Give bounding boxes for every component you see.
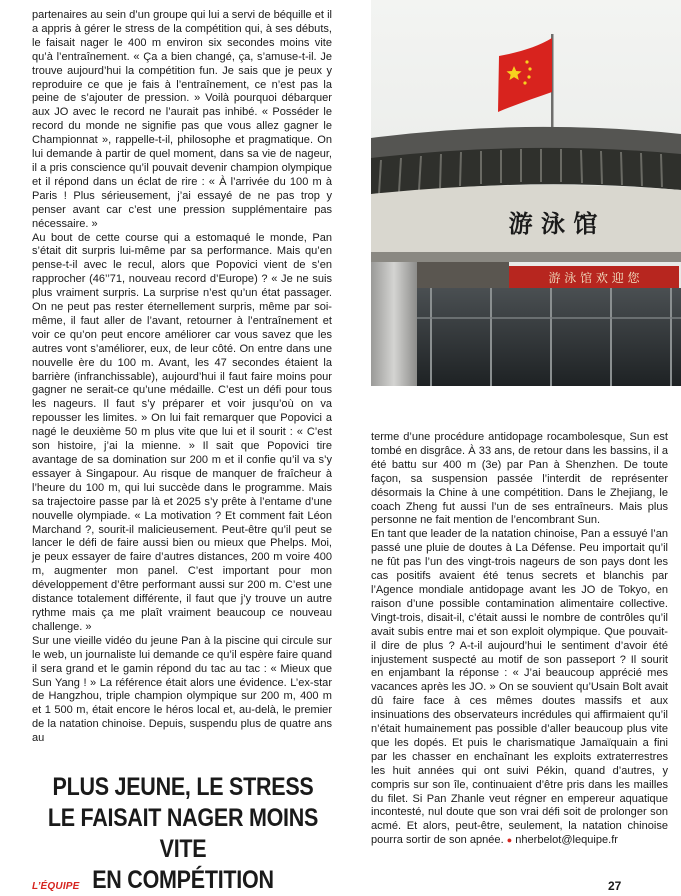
- glass-facade: [371, 288, 681, 386]
- pull-quote-line: EN COMPÉTITION: [92, 866, 274, 894]
- article-paragraph: [371, 528, 668, 848]
- article-column-right: [371, 431, 668, 848]
- article-paragraph: Au bout de cette course qui a estomaqué le monde, Pan s’était dit surpris lui-même par sa performance. Mais qu’en pense-t-il avec le recul, alors que Popovici vient de s’en rapprocher (46’’71, nouveau record d’Europe) ? « Je ne suis plus vraiment surpris. La surprise n’est qu’un état passager. On ne peut pas rester éternellement surpris, même par soi-même, il faut aller de l’avant, retourner à l’entraînement et voir ce qu’on peut encore améliorer car vous savez que les autres vont s’améliorer, eux, de leur côté. On entre dans une nouvelle ère du 100 m. Avant, les 47 secondes étaient la barrière (infranchissable), aujourd’hui il faut faire moins pour gagner ne serait-ce qu’une médaille. C’est un défi pour tous les nageurs. Il faut s’y préparer et voir jusqu’où on va repousser les limites. » On lui fait remarquer que Popovici a nagé le deuxième 50 m plus vite que lui et il sourit : « C’est son histoire, j’ai la mienne. » Il sait que Popovici tire avantage de sa domination sur 200 m et il confie qu’il va s’y essayer à Singapour. Au risque de manquer de fraîcheur à l’heure du 100 m, qui lui succède dans le programme. Mais sa trajectoire passe par là et 2025 s’y prête à l’entame d’une nouvelle olympiade. « La motivation ? Et comment fait Léon Marchand ?, sourit-il malicieusement. Peut-être qu’il peut se lancer le défi de faire aussi bien ou mieux que Phelps. Moi, je peux essayer de faire d’autres distances, 200 m voire 400 m, augmenter mon panel. C’est important pour mon développement d’être performant aussi sur 200 m. C’est une distance totalement différente, il faut que j’y trouve un autre rythme mais ça me plaît vraiment beaucoup ce nouveau challenge. »: [32, 231, 332, 633]
- article-paragraph: terme d’une procédure antidopage rocambolesque, Sun est tombé en disgrâce. À 33 ans, de retour dans les bassins, il a été battu sur 400 m (3e) par Pan à Shenzhen. De toute façon, sa suspension passée l’interdit de représenter désormais la Chine à une compétition. Dans le Zhejiang, le coach Zheng fut aussi l’un de ses entraîneurs. Mais plus personne ne fait mention de l’encombrant Sun.: [371, 431, 668, 527]
- article-paragraph-text: En tant que leader de la natation chinoise, Pan a essuyé l’an passé une pluie de doutes à La Défense. Peu importait qu’il ne fût pas l’un des vingt-trois nageurs de son pays dont les cas positifs avaient été tenus secrets et blanchis par l’Agence mondiale antidopage avant les JO de Tokyo, en raison d’une possible contamination alimentaire collective. Vingt-trois, disait-il, c’était aussi le nombre de contrôles qu’il avait subis entre mai et son exploit olympique. Que pouvait-il dire de plus ? A-t-il aujourd’hui le sentiment d’avoir été injustement suspecté au motif de son passeport ? Il sourit en enjambant la réponse : « J’ai beaucoup apprécié mes vacances après les JO. » On se souvient qu’Usain Bolt avait dû faire face à ces mêmes doutes massifs et aux insinuations des observateurs incrédules qui affirmaient qu’il n’était humainement pas possible d’aller beaucoup plus vite que les dopés. Et puis le charismatique Jamaïquain a fini par les chasser en enchaînant les exploits extraterrestres les huit années qui ont suivi Pékin, quand d’autres, y compris sur son île, continuaient d’être pris dans les mailles du filet. Si Pan Zhanle veut régner en empereur aquatique incontesté, nul doute que son vrai défi soit de prolonger son acmé. Et alors, peut-être, seulement, la natation chinoise pourra sortir de son apnée.: [371, 528, 668, 847]
- pull-quote-line: PLUS JEUNE, LE STRESS: [52, 773, 314, 801]
- pull-quote-line: LE FAISAIT NAGER MOINS VITE: [47, 804, 319, 863]
- signature-dot-icon: ●: [506, 835, 513, 846]
- pillar: [371, 262, 417, 386]
- pull-quote: [41, 772, 325, 896]
- page-number: 27: [608, 879, 622, 893]
- sign-banner-text: 游 泳 馆 欢 迎 您: [548, 271, 640, 285]
- sign-main: 游 泳 馆: [508, 210, 598, 238]
- newspaper-logo: L’ÉQUIPE: [32, 881, 80, 892]
- article-column-left: [32, 9, 332, 746]
- photo-swimming-hall: [371, 0, 681, 386]
- article-paragraph: partenaires au sein d’un groupe qui lui a servi de béquille et il a appris à gérer le stress de la compétition qui, à ses débuts, le faisait nager le 400 m environ six secondes moins vite qu’à l’entraînement. « Ça a bien changé, ça, s’amuse-t-il. Je trouve aujourd’hui la compétition fun. Je sais que je peux y reproduire ce que je fais à l’entraînement, ce n’est pas la peine de s’ajouter de pression. » Voilà pourquoi débarquer aux JO avec le record ne l’aurait pas inhibé. « Posséder le record du monde ne signifie pas que vous allez gagner le Championnat », rappelle-t-il, philosophe et pragmatique. On lui demande à partir de quel moment, dans sa vie de nageur, il a pris conscience qu’il pouvait devenir champion olympique et il répond dans un éclat de rire : « À l’arrivée du 100 m à Paris ! Plus sérieusement, j’ai essayé de ne pas trop y penser avant car c’est une pression supplémentaire pas nécessaire. »: [32, 9, 332, 230]
- author-signature[interactable]: nherbelot@lequipe.fr: [515, 834, 618, 847]
- article-paragraph: Sur une vieille vidéo du jeune Pan à la piscine qui circule sur le web, un journaliste lui demande ce qu’il espère faire quand il sera grand et le gamin répond du tac au tac : « Mieux que Sun Yang ! » La référence était alors une évidence. L’ex-star de Hangzhou, triple champion olympique sur 200 m, 400 m et 1 500 m, était encore le héros local et, au-delà, le premier de la natation chinoise. Depuis, suspendu plus de quatre ans au: [32, 634, 332, 745]
